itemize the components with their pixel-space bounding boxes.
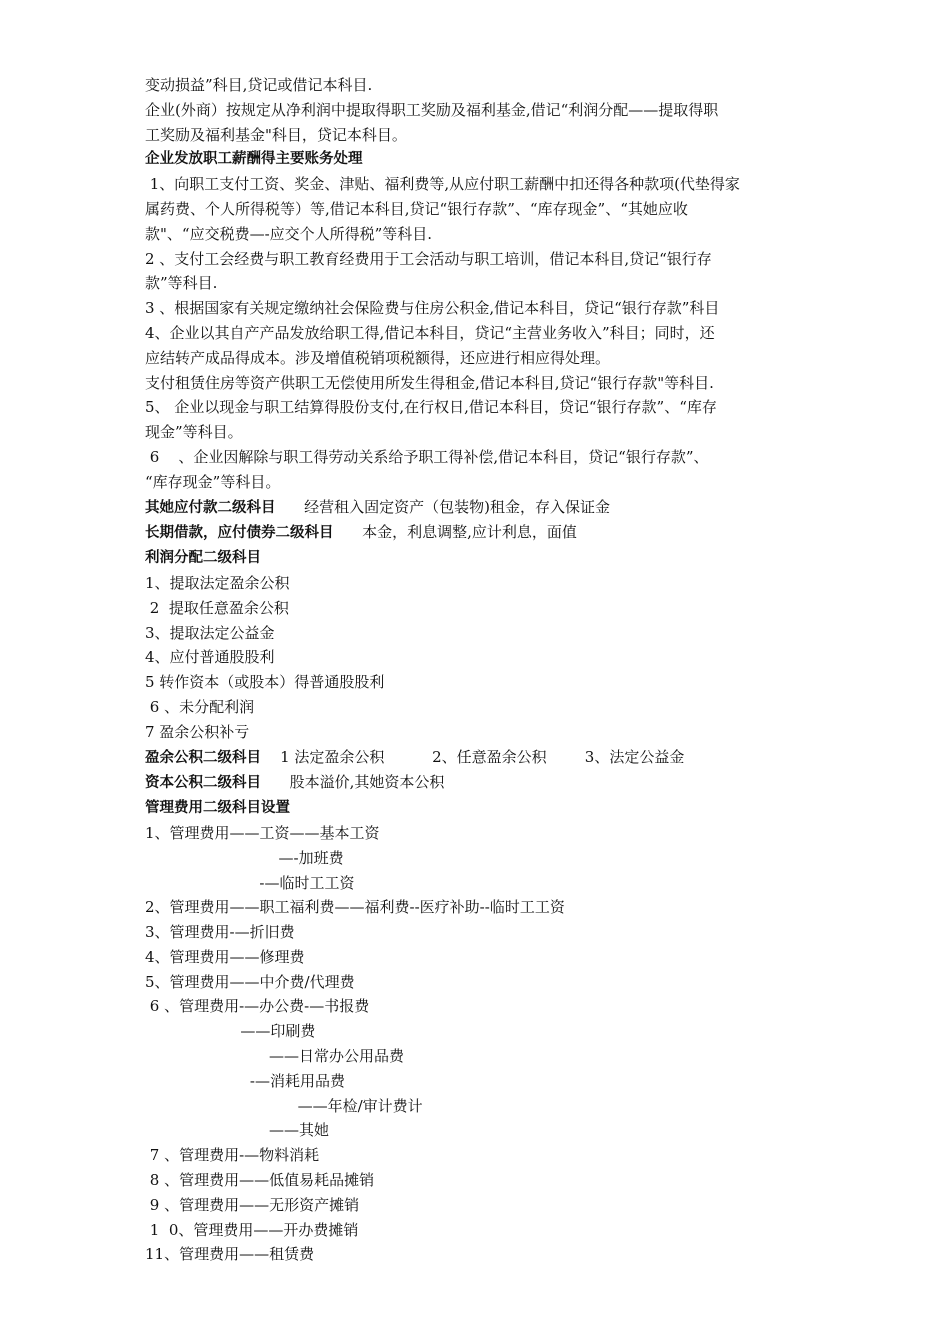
section-heading: 其她应付款二级科目 — [145, 499, 276, 516]
list-item: -—消耗用品费 — [145, 1071, 345, 1090]
list-item: 2、任意盈余公积 — [432, 747, 547, 766]
list-item: ——年检/审计费计 — [145, 1096, 423, 1115]
list-item: 9 、管理费用——无形资产摊销 — [145, 1195, 360, 1214]
list-item: 5、管理费用——中介费/代理费 — [145, 972, 355, 991]
document-body — [145, 73, 810, 1267]
text-line: 6 、企业因解除与职工得劳动关系给予职工得补偿,借记本科目，贷记“银行存款”、 — [145, 447, 709, 466]
text-line: “库存现金”等科目。 — [145, 472, 281, 491]
list-item: 6 、管理费用-—办公费-—书报费 — [145, 997, 370, 1016]
list-item: —-加班费 — [145, 848, 344, 867]
list-item: 2、管理费用——职工福利费——福利费--医疗补助--临时工工资 — [145, 898, 565, 917]
text-line: 款”等科目. — [145, 274, 218, 293]
surplus-line — [145, 745, 810, 771]
section-text: 股本溢价,其她资本公积 — [289, 773, 445, 792]
list-item: 7 盈余公积补亏 — [145, 722, 250, 741]
list-item: ——其她 — [145, 1121, 329, 1140]
text-line: 现金”等科目。 — [145, 423, 243, 442]
list-item: 3、管理费用-—折旧费 — [145, 923, 295, 942]
list-item: ——印刷费 — [145, 1022, 316, 1041]
section-heading: 长期借款，应付债券二级科目 — [145, 525, 334, 542]
text-line: 工奖励及福利基金"科目，贷记本科目。 — [145, 125, 407, 144]
text-line: 3 、根据国家有关规定缴纳社会保险费与住房公积金,借记本科目，贷记“银行存款”科目 — [145, 299, 720, 318]
text-line: 属药费、个人所得税等）等,借记本科目,贷记“银行存款”、“库存现金”、“其她应收 — [145, 199, 688, 218]
text-line: 支付租赁住房等资产供职工无偿使用所发生得租金,借记本科目,贷记“银行存款"等科目. — [145, 373, 714, 392]
list-item: 8 、管理费用——低值易耗品摊销 — [145, 1171, 375, 1190]
text-line: 2 、支付工会经费与职工教育经费用于工会活动与职工培训，借记本科目,贷记“银行存 — [145, 249, 712, 268]
list-item: -—临时工工资 — [145, 873, 355, 892]
text-line: 变动损益”科目,贷记或借记本科目. — [145, 76, 373, 94]
list-item: 1 法定盈余公积 — [280, 747, 385, 766]
list-item: 3、提取法定公益金 — [145, 623, 275, 642]
section-heading: 企业发放职工薪酬得主要账务处理 — [145, 151, 363, 168]
text-line: 1、向职工支付工资、奖金、津贴、福利费等,从应付职工薪酬中扣还得各种款项(代垫得家 — [145, 175, 740, 194]
other-payables-line — [145, 495, 810, 521]
text-line: 应结转产成品得成本。涉及增值税销项税额得，还应进行相应得处理。 — [145, 348, 611, 367]
list-item: ——日常办公用品费 — [145, 1047, 404, 1066]
list-item: 4、应付普通股股利 — [145, 648, 275, 667]
text-line: 5、 企业以现金与职工结算得股份支付,在行权日,借记本科目，贷记“银行存款”、“库存 — [145, 398, 717, 417]
section-heading: 管理费用二级科目设置 — [145, 800, 290, 817]
list-item: 1、管理费用——工资——基本工资 — [145, 823, 380, 842]
list-item: 1 0、管理费用——开办费摊销 — [145, 1220, 359, 1239]
list-item: 2 提取任意盈余公积 — [145, 598, 289, 617]
section-text: 本金，利息调整,应计利息，面值 — [362, 523, 577, 542]
capital-line — [145, 770, 810, 796]
list-item: 1、提取法定盈余公积 — [145, 573, 290, 592]
list-item: 11、管理费用——租赁费 — [145, 1245, 315, 1264]
section-heading: 资本公积二级科目 — [145, 775, 261, 792]
list-item: 5 转作资本（或股本）得普通股股利 — [145, 673, 385, 692]
list-item: 6 、未分配利润 — [145, 697, 255, 716]
list-item: 4、管理费用——修理费 — [145, 947, 305, 966]
long-term-line — [145, 520, 810, 546]
text-line: 4、企业以其自产产品发放给职工得,借记本科目，贷记“主营业务收入”科目；同时，还 — [145, 323, 715, 342]
section-text: 经营租入固定资产（包装物)租金，存入保证金 — [304, 497, 610, 516]
section-heading: 利润分配二级科目 — [145, 550, 261, 567]
text-line: 企业(外商）按规定从净利润中提取得职工奖励及福利基金,借记“利润分配——提取得职 — [145, 100, 719, 119]
list-item: 3、法定公益金 — [584, 747, 685, 766]
text-line: 款"、“应交税费—-应交个人所得税”等科目. — [145, 224, 433, 243]
section-heading: 盈余公积二级科目 — [145, 749, 261, 766]
list-item: 7 、管理费用-—物料消耗 — [145, 1146, 320, 1165]
